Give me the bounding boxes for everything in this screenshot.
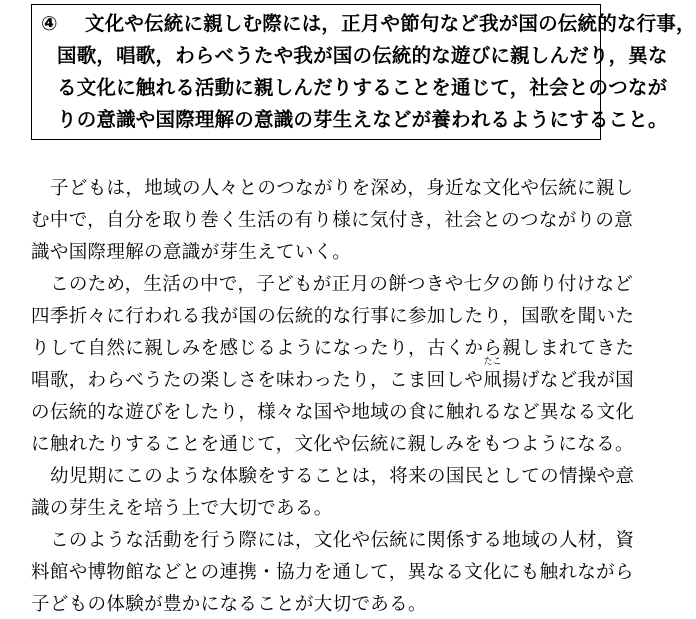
boxed-guideline bbox=[31, 4, 696, 140]
paragraph-line: 識や国際理解の意識が芽生えていく。 bbox=[31, 242, 352, 263]
paragraph-line: 四季折々に行われる我が国の伝統的な行事に参加したり，国歌を聞いた bbox=[31, 306, 635, 327]
box-line: ④ 文化や伝統に親しむ際には，正月や節句など我が国の伝統的な行事， bbox=[41, 12, 696, 35]
paragraph-line: 幼児期にこのような体験をすることは，将来の国民としての情操や意 bbox=[50, 466, 635, 487]
paragraph-line: このような活動を行う際には，文化や伝統に関係する地域の人材，資 bbox=[50, 530, 635, 551]
ruby-reading: たこ bbox=[483, 357, 502, 367]
paragraph-line: 唱歌，わらべうたの楽しさを味わったり，こま回しや たこ 凧揚げなど我が国 bbox=[31, 357, 635, 391]
paragraph-line: 料館や博物館などとの連携・協力を通して，異なる文化にも触れながら bbox=[31, 562, 634, 583]
paragraph-line: りして自然に親しみを感じるようになったり，古くから親しまれてきた bbox=[31, 338, 635, 359]
ruby-word: たこ 凧 bbox=[483, 357, 503, 391]
paragraph-line: む中で，自分を取り巻く生活の有り様に気付き，社会とのつながりの意 bbox=[31, 210, 634, 231]
paragraph-line: 識の芽生えを培う上で大切である。 bbox=[31, 498, 333, 519]
paragraph-line: の伝統的な遊びをしたり，様々な国や地域の食に触れるなど異なる文化 bbox=[31, 402, 635, 423]
item-number: ④ bbox=[41, 12, 58, 35]
box-line: りの意識や国際理解の意識の芽生えなどが養われるようにすること。 bbox=[57, 108, 668, 131]
paragraph-line: 子どもは，地域の人々とのつながりを深め，身近な文化や伝統に親し bbox=[50, 178, 634, 199]
box-line: 国歌，唱歌，わらべうたや我が国の伝統的な遊びに親しんだり，異な bbox=[57, 44, 668, 67]
paragraph-line: このため，生活の中で，子どもが正月の餅つきや七夕の飾り付けなど bbox=[50, 274, 634, 295]
box-line: る文化に触れる活動に親しんだりすることを通じて，社会とのつなが bbox=[57, 76, 668, 99]
paragraph-line: 子どもの体験が豊かになることが大切である。 bbox=[31, 594, 427, 615]
paragraph-line: に触れたりすることを通じて，文化や伝統に親しみをもつようになる。 bbox=[31, 434, 634, 455]
